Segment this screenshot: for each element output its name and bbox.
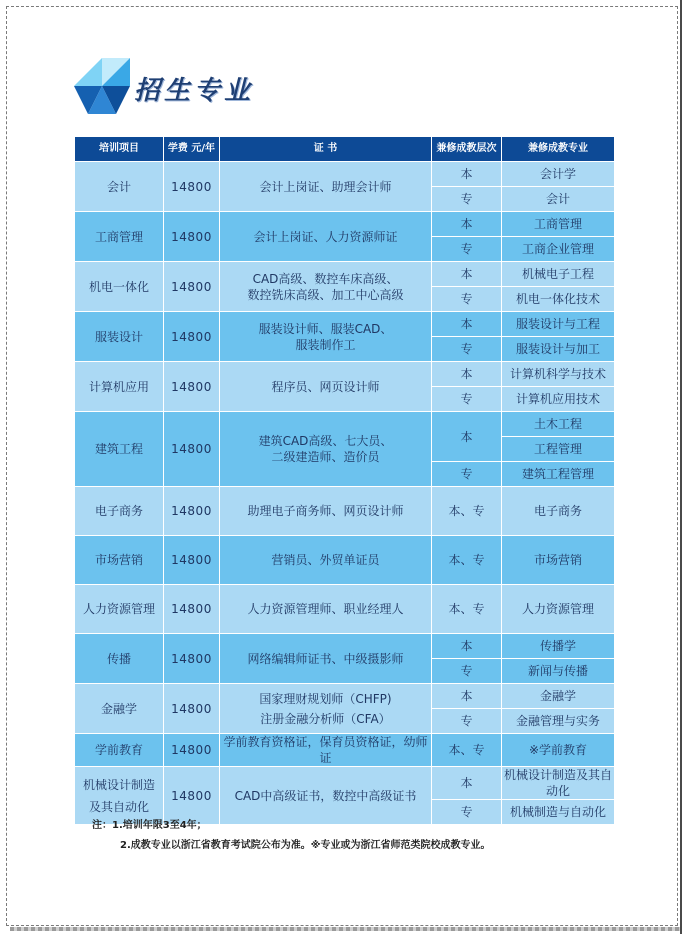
major-cell: 工程管理	[502, 437, 615, 462]
cert-line: 国家理财规划师（CHFP)	[259, 691, 392, 706]
project-cell: 市场营销	[75, 536, 164, 585]
header-level: 兼修成教层次	[432, 137, 502, 162]
cert-line: 二级建造师、造价员	[271, 450, 380, 464]
fee-cell: 14800	[164, 162, 220, 212]
major-cell: 服装设计与加工	[502, 337, 615, 362]
major-cell: 会计	[502, 187, 615, 212]
major-cell: 计算机应用技术	[502, 387, 615, 412]
table-row	[75, 362, 615, 387]
major-cell: 机电一体化技术	[502, 287, 615, 312]
header-cert: 证 书	[220, 137, 432, 162]
fee-cell: 14800	[164, 634, 220, 684]
major-cell: 机械电子工程	[502, 262, 615, 287]
header-fee: 学费 元/年	[164, 137, 220, 162]
cert-cell: 会计上岗证、助理会计师	[220, 162, 432, 212]
page-edge-rule	[680, 0, 682, 934]
cert-cell: 会计上岗证、人力资源师证	[220, 212, 432, 262]
header-project: 培训项目	[75, 137, 164, 162]
project-cell: 金融学	[75, 684, 164, 734]
table-row	[75, 262, 615, 287]
major-cell: 人力资源管理	[502, 585, 615, 634]
major-cell: 市场营销	[502, 536, 615, 585]
level-cell: 专	[432, 659, 502, 684]
level-cell: 专	[432, 237, 502, 262]
level-cell: 本	[432, 412, 502, 462]
level-cell: 专	[432, 800, 502, 825]
project-cell: 电子商务	[75, 487, 164, 536]
major-cell: 服装设计与工程	[502, 312, 615, 337]
cert-line: 注册金融分析师（CFA）	[260, 711, 391, 726]
notes	[92, 816, 490, 856]
table-row	[75, 684, 615, 709]
project-cell: 服装设计	[75, 312, 164, 362]
project-cell: 工商管理	[75, 212, 164, 262]
cert-line: 建筑CAD高级、七大员、	[258, 434, 393, 448]
table-row	[75, 734, 615, 767]
level-cell: 本、专	[432, 585, 502, 634]
cert-cell: CAD中高级证书，数控中高级证书	[220, 767, 432, 825]
cert-line: 数控铣床高级、加工中心高级	[247, 287, 404, 302]
project-cell: 机电一体化	[75, 262, 164, 312]
project-line: 及其自动化	[88, 799, 149, 814]
level-cell: 专	[432, 387, 502, 412]
table-row	[75, 312, 615, 337]
level-cell: 专	[432, 337, 502, 362]
major-cell: 金融学	[502, 684, 615, 709]
major-cell: 机械制造与自动化	[502, 800, 615, 825]
page-shadow	[10, 927, 680, 931]
cert-cell: 学前教育资格证，保育员资格证，幼师证	[220, 734, 432, 767]
note-line-1: 注：1.培训年限3至4年；	[92, 820, 207, 831]
table-row	[75, 585, 615, 634]
cert-cell	[220, 684, 432, 734]
level-cell: 本	[432, 362, 502, 387]
cert-cell	[220, 412, 432, 487]
level-cell: 专	[432, 287, 502, 312]
major-cell: 新闻与传播	[502, 659, 615, 684]
fee-cell: 14800	[164, 362, 220, 412]
table-row	[75, 536, 615, 585]
level-cell: 本	[432, 212, 502, 237]
majors-table	[74, 136, 615, 825]
major-cell: 机械设计制造及其自动化	[502, 767, 615, 800]
table-row	[75, 634, 615, 659]
major-cell: 金融管理与实务	[502, 709, 615, 734]
level-cell: 本、专	[432, 487, 502, 536]
major-cell: 传播学	[502, 634, 615, 659]
cert-cell	[220, 312, 432, 362]
table-row	[75, 487, 615, 536]
fee-cell: 14800	[164, 684, 220, 734]
fee-cell: 14800	[164, 767, 220, 825]
project-cell: 建筑工程	[75, 412, 164, 487]
header-major: 兼修成教专业	[502, 137, 615, 162]
fee-cell: 14800	[164, 536, 220, 585]
major-cell: ※学前教育	[502, 734, 615, 767]
project-cell: 会计	[75, 162, 164, 212]
table-row	[75, 767, 615, 800]
level-cell: 本、专	[432, 734, 502, 767]
level-cell: 本	[432, 162, 502, 187]
major-cell: 工商企业管理	[502, 237, 615, 262]
fee-cell: 14800	[164, 212, 220, 262]
level-cell: 专	[432, 709, 502, 734]
note-line-2: 2.成教专业以浙江省教育考试院公布为准。※专业或为浙江省师范类院校成教专业。	[120, 840, 491, 851]
cert-cell: 网络编辑师证书、中级摄影师	[220, 634, 432, 684]
cube-logo-icon	[74, 56, 130, 116]
fee-cell: 14800	[164, 312, 220, 362]
level-cell: 专	[432, 187, 502, 212]
cert-line: CAD高级、数控车床高级、	[252, 271, 399, 286]
cert-cell: 助理电子商务师、网页设计师	[220, 487, 432, 536]
page-title: 招生专业	[134, 76, 255, 106]
fee-cell: 14800	[164, 487, 220, 536]
project-line: 机械设计制造	[82, 777, 155, 792]
table-row	[75, 162, 615, 187]
major-cell: 计算机科学与技术	[502, 362, 615, 387]
fee-cell: 14800	[164, 412, 220, 487]
major-cell: 建筑工程管理	[502, 462, 615, 487]
level-cell: 本	[432, 767, 502, 800]
cert-line: 服装设计师、服装CAD、	[258, 321, 393, 336]
major-cell: 土木工程	[502, 412, 615, 437]
level-cell: 专	[432, 462, 502, 487]
fee-cell: 14800	[164, 585, 220, 634]
project-cell: 计算机应用	[75, 362, 164, 412]
level-cell: 本	[432, 634, 502, 659]
level-cell: 本	[432, 312, 502, 337]
project-cell: 传播	[75, 634, 164, 684]
project-cell: 学前教育	[75, 734, 164, 767]
fee-cell: 14800	[164, 734, 220, 767]
fee-cell: 14800	[164, 262, 220, 312]
cert-cell: 人力资源管理师、职业经理人	[220, 585, 432, 634]
major-cell: 会计学	[502, 162, 615, 187]
major-cell: 电子商务	[502, 487, 615, 536]
cert-cell	[220, 262, 432, 312]
table-row	[75, 412, 615, 437]
major-cell: 工商管理	[502, 212, 615, 237]
level-cell: 本	[432, 684, 502, 709]
level-cell: 本、专	[432, 536, 502, 585]
cert-line: 服装制作工	[295, 337, 356, 352]
level-cell: 本	[432, 262, 502, 287]
table-row	[75, 212, 615, 237]
cert-cell: 营销员、外贸单证员	[220, 536, 432, 585]
project-cell: 人力资源管理	[75, 585, 164, 634]
cert-cell: 程序员、网页设计师	[220, 362, 432, 412]
